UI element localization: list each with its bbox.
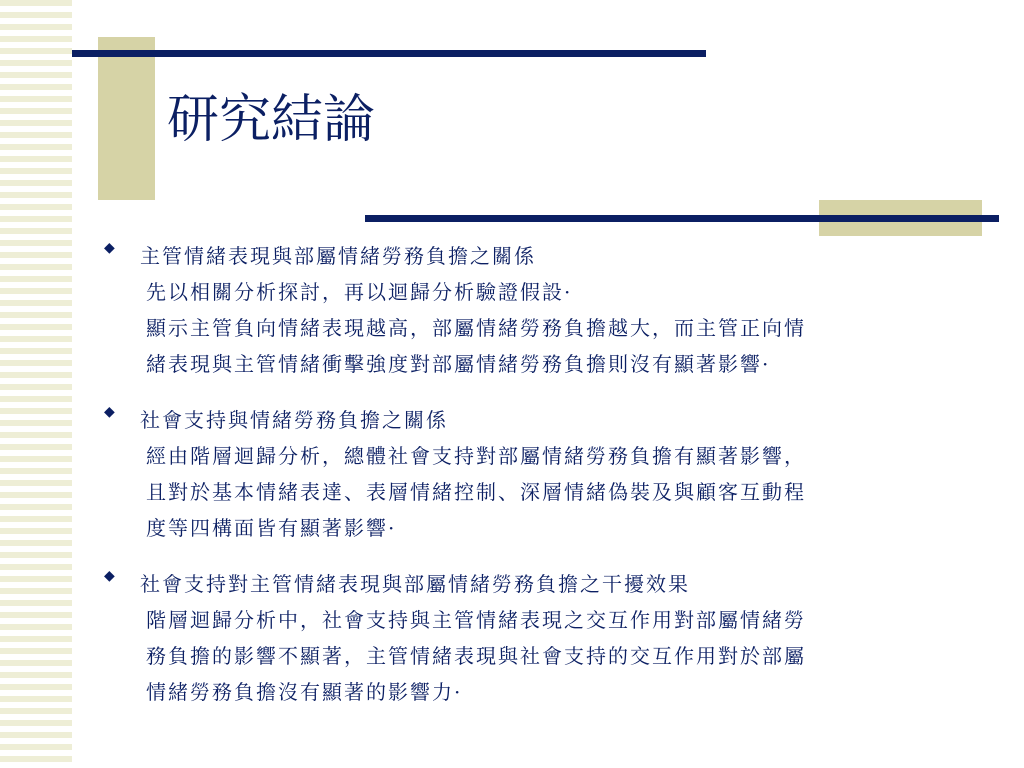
title-accent-block [98,37,155,200]
slide-body [104,238,1004,730]
bullet-body-line: 經由階層迴歸分析，總體社會支持對部屬情緒勞務負擔有顯著影響， [146,444,806,468]
bullet-heading: 社會支持對主管情緒表現與部屬情緒勞務負擔之干擾效果 [140,572,690,596]
bullet-body-line: 務負擔的影響不顯著，主管情緒表現與社會支持的交互作用對於部屬 [146,644,806,668]
diamond-bullet-icon: ◆ [104,240,115,256]
bullet-body-line: 且對於基本情緒表達、表層情緒控制、深層情緒偽裝及與顧客互動程 [146,480,806,504]
left-stripe-decoration [0,0,72,768]
bullet-heading: 主管情緒表現與部屬情緒勞務負擔之關係 [140,244,536,268]
title-bottom-rule [365,215,999,222]
bullet-body-line: 情緒勞務負擔沒有顯著的影響力· [146,680,463,704]
bullet-item [104,402,1004,546]
bullet-body-line: 度等四構面皆有顯著影響· [146,516,397,540]
bullet-heading: 社會支持與情緒勞務負擔之關係 [140,408,448,432]
diamond-bullet-icon: ◆ [104,568,115,584]
bullet-item [104,238,1004,382]
bullet-item [104,566,1004,710]
bullet-body-line: 階層迴歸分析中，社會支持與主管情緒表現之交互作用對部屬情緒勞 [146,608,806,632]
diamond-bullet-icon: ◆ [104,404,115,420]
slide-title: 研究結論 [167,90,376,150]
bullet-body-line: 先以相關分析探討，再以迴歸分析驗證假設· [146,280,573,304]
bullet-body-line: 緒表現與主管情緒衝擊強度對部屬情緒勞務負擔則沒有顯著影響· [146,352,771,376]
bullet-body-line: 顯示主管負向情緒表現越高，部屬情緒勞務負擔越大，而主管正向情 [146,316,806,340]
title-top-rule [72,50,706,57]
